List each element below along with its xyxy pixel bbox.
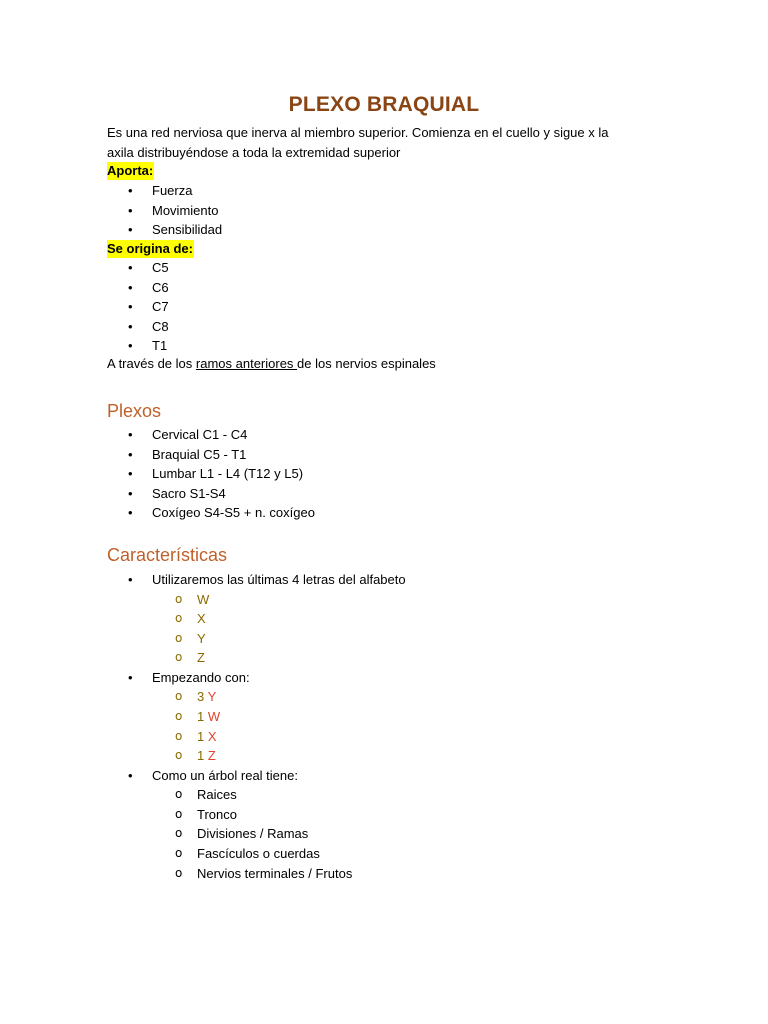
circle-bullet-icon: o xyxy=(175,787,183,802)
circle-bullet-icon: o xyxy=(175,846,183,861)
caracteristicas-heading: Características xyxy=(107,545,228,565)
caracteristicas-list xyxy=(0,570,768,883)
sub-list-item: o Y xyxy=(0,629,768,649)
plexos-list xyxy=(0,425,315,523)
sub-list-item: o 1 W xyxy=(0,707,768,727)
bullet-icon: • xyxy=(128,318,133,334)
sub-list-item: o 3 Y xyxy=(0,687,768,707)
underlined-term: ramos anteriores xyxy=(195,356,298,371)
sub-list-item: o Tronco xyxy=(0,805,768,825)
sub-list-item: o 1 X xyxy=(0,727,768,747)
sub-list-item: o Raices xyxy=(0,785,768,805)
bullet-icon: • xyxy=(128,505,133,520)
list-item: • Como un árbol real tiene: xyxy=(0,766,768,786)
circle-bullet-icon: o xyxy=(175,650,183,665)
sub-list-item: o 1 Z xyxy=(0,746,768,766)
bullet-icon: • xyxy=(128,485,133,501)
list-item: • Sensibilidad xyxy=(0,220,222,240)
intro-paragraph xyxy=(107,123,647,163)
list-item: • Coxígeo S4-S5 + n. coxígeo xyxy=(0,503,315,523)
bullet-icon: • xyxy=(128,183,133,198)
bullet-icon: • xyxy=(128,466,133,481)
circle-bullet-icon: o xyxy=(175,806,183,821)
circle-bullet-icon: o xyxy=(175,591,183,606)
bullet-icon: • xyxy=(128,299,133,314)
list-item: • Sacro S1-S4 xyxy=(0,484,315,504)
sub-list-item: o W xyxy=(0,590,768,610)
origina-label: Se origina de: xyxy=(107,241,193,256)
bullet-icon: • xyxy=(128,279,133,295)
circle-bullet-icon: o xyxy=(175,630,183,645)
bullet-icon: • xyxy=(128,222,133,237)
list-item: • C5 xyxy=(0,258,169,278)
list-item: • Empezando con: xyxy=(0,668,768,688)
list-item: • Movimiento xyxy=(0,201,222,221)
origina-list xyxy=(0,258,169,356)
aporta-label: Aporta: xyxy=(107,163,154,178)
list-item: • Fuerza xyxy=(0,181,222,201)
circle-bullet-icon: o xyxy=(175,728,183,743)
sub-list-item: o Fascículos o cuerdas xyxy=(0,844,768,864)
list-item: • C8 xyxy=(0,317,169,337)
circle-bullet-icon: o xyxy=(175,748,183,763)
intro-line-2: axila distribuyéndose a toda la extremidad superior xyxy=(107,145,401,160)
bullet-icon: • xyxy=(128,572,133,587)
bullet-icon: • xyxy=(128,767,133,783)
bullet-icon: • xyxy=(128,669,133,685)
circle-bullet-icon: o xyxy=(175,689,183,704)
list-item: • Lumbar L1 - L4 (T12 y L5) xyxy=(0,464,315,484)
list-item: • Braquial C5 - T1 xyxy=(0,445,315,465)
circle-bullet-icon: o xyxy=(175,708,183,723)
bullet-icon: • xyxy=(128,260,133,275)
document-title: PLEXO BRAQUIAL xyxy=(288,93,480,116)
bullet-icon: • xyxy=(128,427,133,442)
bullet-icon: • xyxy=(128,202,133,218)
list-item: • C7 xyxy=(0,297,169,317)
aporta-list xyxy=(0,181,222,240)
circle-bullet-icon: o xyxy=(175,826,183,841)
circle-bullet-icon: o xyxy=(175,611,183,626)
bullet-icon: • xyxy=(128,338,133,353)
intro-line-1: Es una red nerviosa que inerva al miembro superior. Comienza en el cuello y sigue x la xyxy=(107,125,609,140)
sub-list-item: o Nervios terminales / Frutos xyxy=(0,864,768,884)
list-item: • Cervical C1 - C4 xyxy=(0,425,315,445)
bullet-icon: • xyxy=(128,446,133,462)
plexos-heading: Plexos xyxy=(107,401,162,421)
list-item: • C6 xyxy=(0,278,169,298)
sub-list-item: o X xyxy=(0,609,768,629)
sub-list-item: o Divisiones / Ramas xyxy=(0,824,768,844)
traves-line: A través de los ramos anteriores de los nervios espinales xyxy=(107,356,436,371)
circle-bullet-icon: o xyxy=(175,865,183,880)
list-item: • T1 xyxy=(0,336,169,356)
list-item: • Utilizaremos las últimas 4 letras del alfabeto xyxy=(0,570,768,590)
sub-list-item: o Z xyxy=(0,648,768,668)
